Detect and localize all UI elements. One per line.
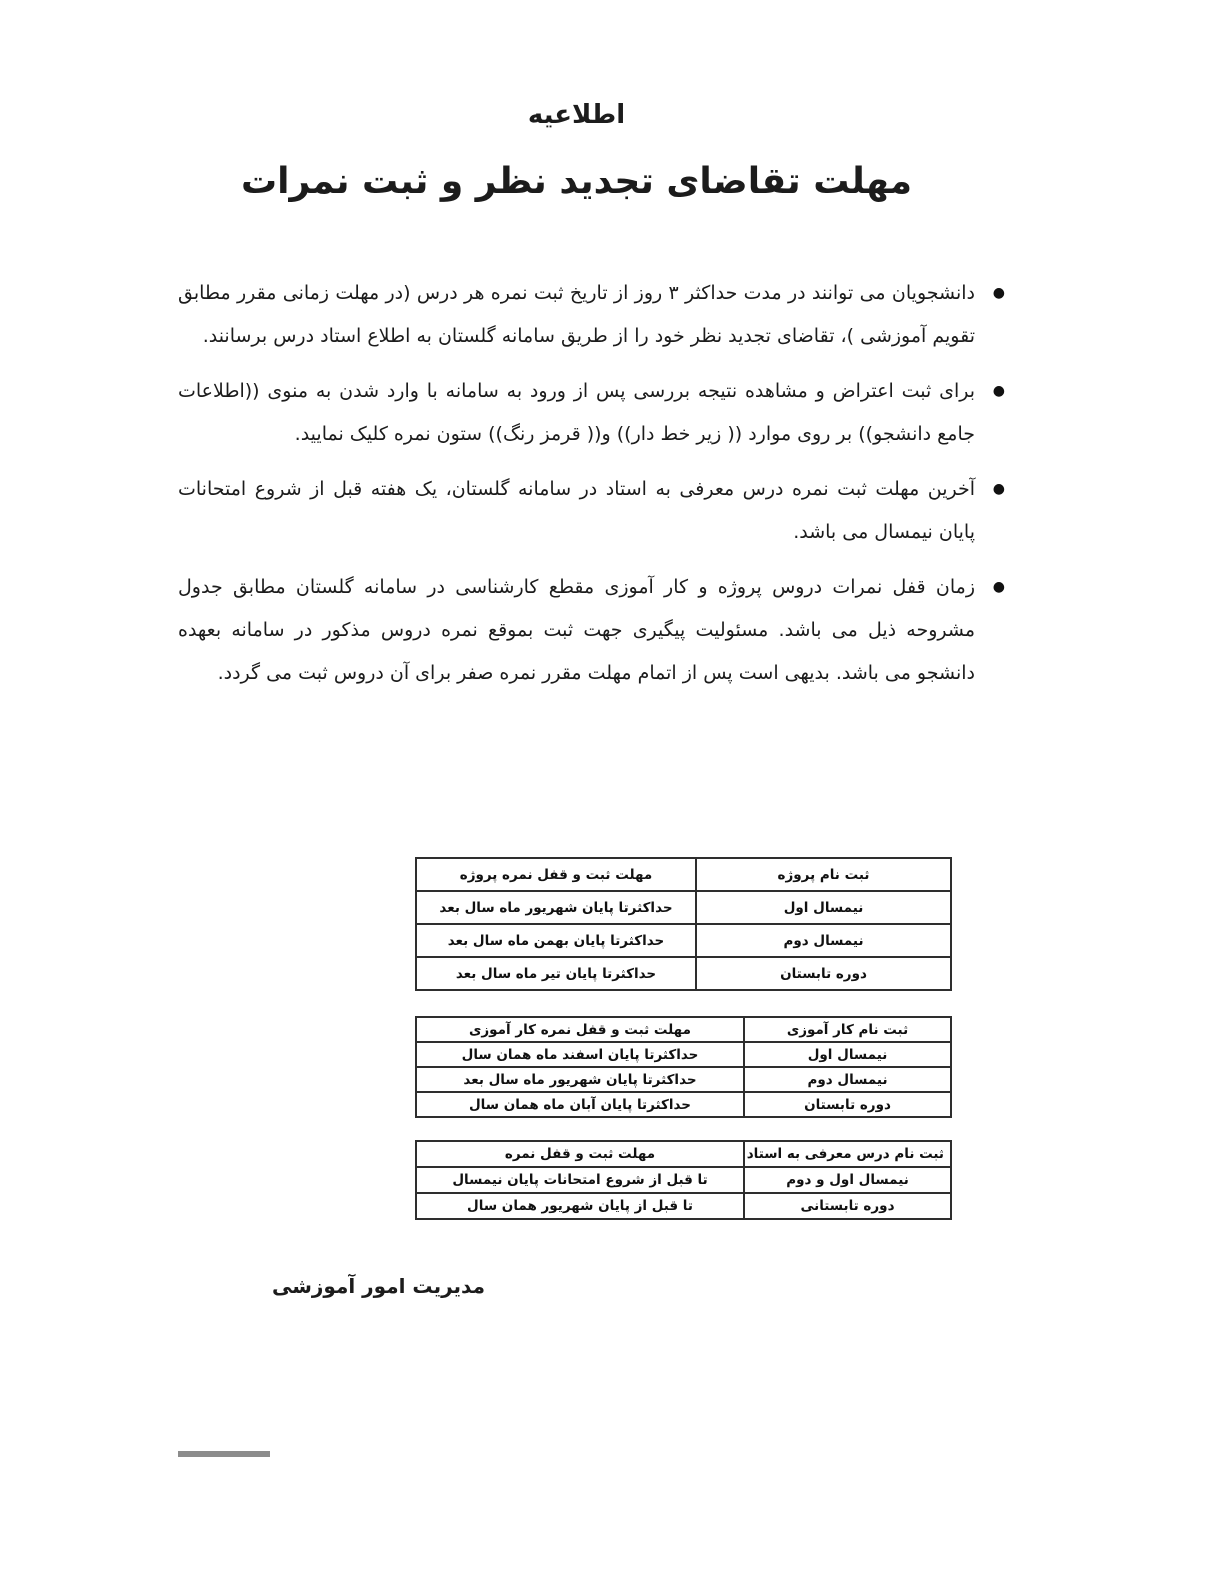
table-row <box>416 1092 951 1117</box>
deadline-cell: حداکثرتا پایان تیر ماه سال بعد <box>416 957 696 990</box>
term-cell: نیمسال اول و دوم <box>744 1167 951 1193</box>
table-row <box>416 1042 951 1067</box>
table-row <box>416 1067 951 1092</box>
heading-block <box>178 98 975 206</box>
bullet-text: آخرین مهلت ثبت نمره درس معرفی به استاد در سامانه گلستان، یک هفته قبل از شروع امتحانات پایان نیمسال می باشد. <box>178 478 975 543</box>
deadline-header-cell: مهلت ثبت و قفل نمره <box>416 1141 744 1167</box>
term-cell: نیمسال دوم <box>744 1067 951 1092</box>
bullet-text: زمان قفل نمرات دروس پروژه و کار آموزی مقطع کارشناسی در سامانه گلستان مطابق جدول مشروحه ذیل می باشد. مسئولیت پیگیری جهت ثبت بموقع نمره دروس مذکور در سامانه بعهده دانشجو می باشد. بدیهی است پس از اتمام مهلت مقرر نمره صفر برای آن دروس ثبت می گردد. <box>178 576 975 684</box>
footnote-separator-line <box>178 1451 270 1457</box>
bullet-text: دانشجویان می توانند در مدت حداکثر ۳ روز از تاریخ ثبت نمره هر درس (در مهلت زمانی مقرر مطابق تقویم آموزشی )، تقاضای تجدید نظر خود را از طریق سامانه گلستان به اطلاع استاد درس برسانند. <box>178 282 976 347</box>
table-row <box>416 1167 951 1193</box>
bullet-list <box>178 272 975 707</box>
term-cell: نیمسال دوم <box>696 924 951 957</box>
bullet-text: برای ثبت اعتراض و مشاهده نتیجه بررسی پس از ورود به سامانه با وارد شدن به منوی ((اطلاعات جامع دانشجو)) بر روی موارد (( زیر خط دار)) و(( قرمز رنگ)) ستون نمره کلیک نمایید. <box>178 380 975 445</box>
term-cell: دوره تابستان <box>696 957 951 990</box>
term-cell: دوره تابستانی <box>744 1193 951 1219</box>
table-row <box>416 891 951 924</box>
deadline-cell: تا قبل از شروع امتحانات پایان نیمسال <box>416 1167 744 1193</box>
announcement-title: اطلاعیه <box>527 100 626 130</box>
internship-deadline-table <box>415 1016 952 1118</box>
table-row <box>416 924 951 957</box>
signature-text: مدیریت امور آموزشی <box>272 1274 485 1298</box>
term-cell: نیمسال اول <box>696 891 951 924</box>
bullet-item-1 <box>178 272 975 358</box>
deadline-cell: تا قبل از پایان شهریور همان سال <box>416 1193 744 1219</box>
term-header-cell: ثبت نام کار آموزی <box>744 1017 951 1042</box>
term-cell: دوره تابستان <box>744 1092 951 1117</box>
bullet-item-2 <box>178 370 975 456</box>
table-header-row <box>416 858 951 891</box>
table-row <box>416 957 951 990</box>
bullet-item-3 <box>178 468 975 554</box>
table-row <box>416 1193 951 1219</box>
introduction-course-deadline-table <box>415 1140 952 1220</box>
deadline-cell: حداکثرتا پایان شهریور ماه سال بعد <box>416 891 696 924</box>
deadline-header-cell: مهلت ثبت و قفل نمره کار آموزی <box>416 1017 744 1042</box>
deadline-cell: حداکثرتا پایان بهمن ماه سال بعد <box>416 924 696 957</box>
term-header-cell: ثبت نام درس معرفی به استاد <box>744 1141 951 1167</box>
deadline-cell: حداکثرتا پایان شهریور ماه سال بعد <box>416 1067 744 1092</box>
term-header-cell: ثبت نام پروژه <box>696 858 951 891</box>
term-cell: نیمسال اول <box>744 1042 951 1067</box>
table-header-row <box>416 1017 951 1042</box>
deadline-header-cell: مهلت ثبت و قفل نمره پروژه <box>416 858 696 891</box>
deadline-cell: حداکثرتا پایان آبان ماه همان سال <box>416 1092 744 1117</box>
project-deadline-table <box>415 857 952 991</box>
table-header-row <box>416 1141 951 1167</box>
deadline-cell: حداکثرتا پایان اسفند ماه همان سال <box>416 1042 744 1067</box>
bullet-item-4 <box>178 566 975 695</box>
page-title: مهلت تقاضای تجدید نظر و ثبت نمرات <box>240 161 913 202</box>
